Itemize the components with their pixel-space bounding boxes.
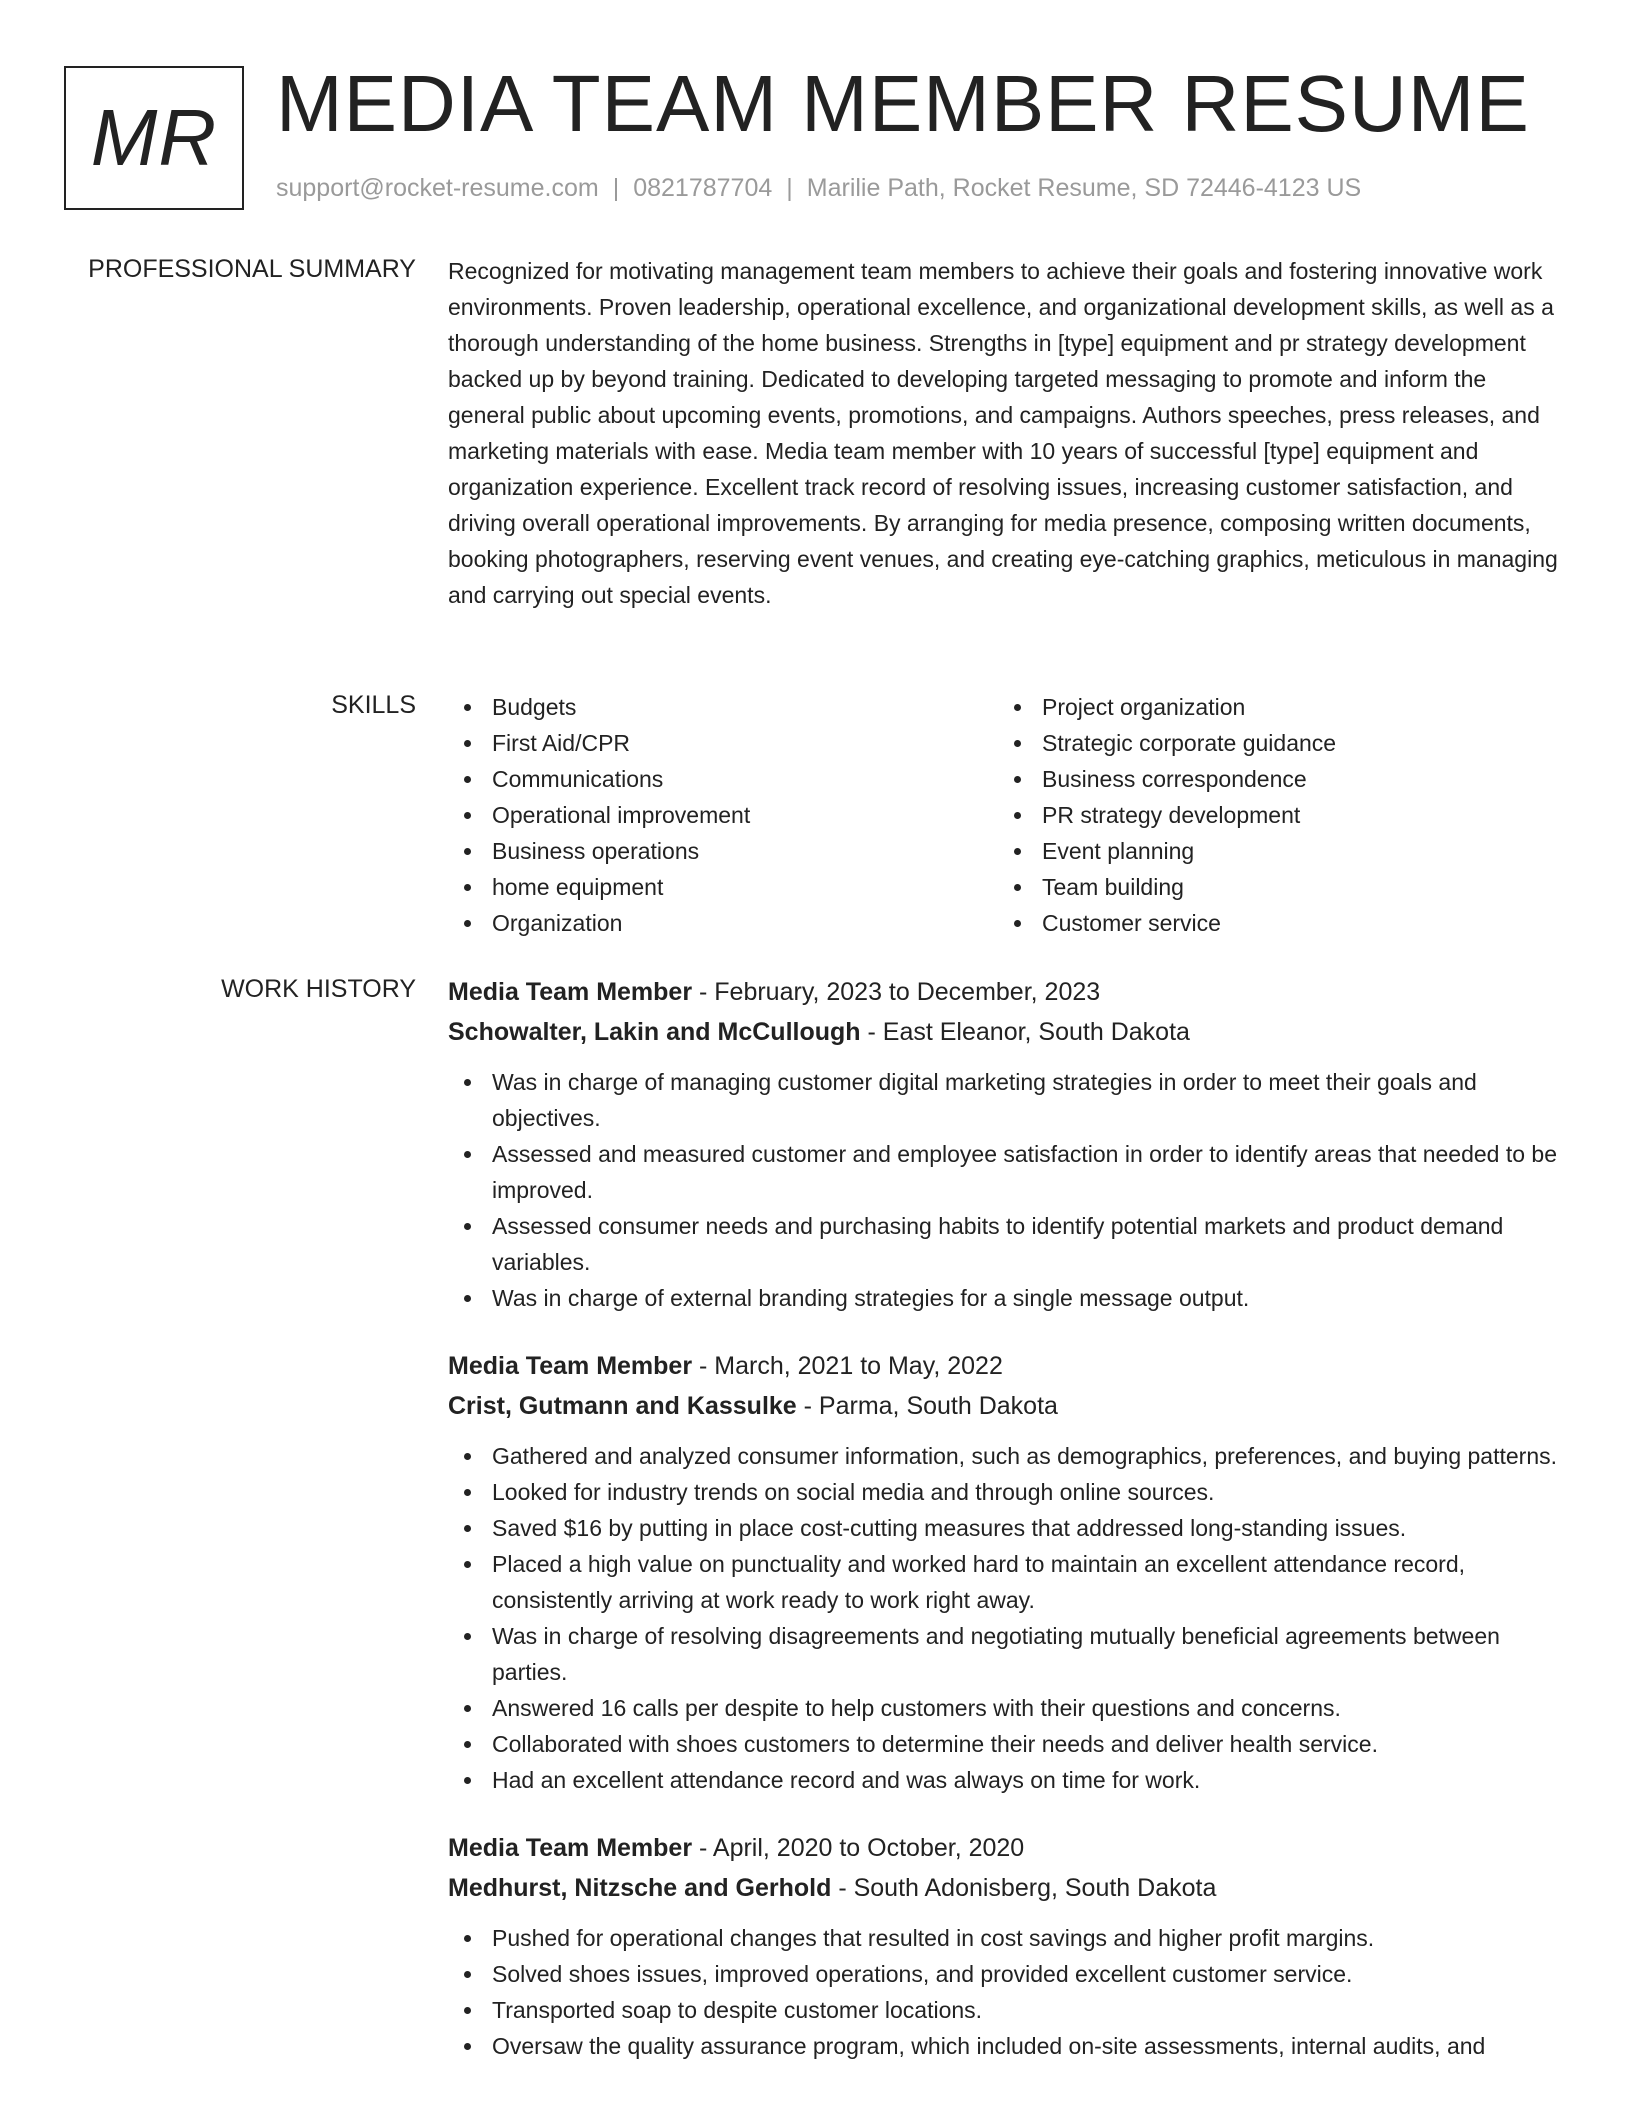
skill-item: Customer service (998, 905, 1548, 941)
job-location: - Parma, South Dakota (796, 1392, 1058, 1420)
skill-item: PR strategy development (998, 797, 1548, 833)
job-bullet: Transported soap to despite customer locations. (448, 1992, 1566, 2028)
job-bullet-list (448, 1438, 1566, 1798)
skill-item: Event planning (998, 833, 1548, 869)
job-company: Medhurst, Nitzsche and Gerhold (448, 1874, 832, 1902)
job-company-line (448, 1386, 1566, 1426)
job-dates: - April, 2020 to October, 2020 (692, 1834, 1025, 1862)
contact-email: support@rocket-resume.com (276, 174, 599, 202)
job-bullet-list (448, 1920, 1566, 2064)
job-bullet: Placed a high value on punctuality and worked hard to maintain an excellent attendance record, consistently arriving at work ready to work right away. (448, 1546, 1566, 1618)
skill-item: Communications (448, 761, 998, 797)
job-dates: - March, 2021 to May, 2022 (692, 1352, 1003, 1380)
section-label-skills: SKILLS (331, 691, 416, 719)
job-bullet: Assessed consumer needs and purchasing habits to identify potential markets and product demand variables. (448, 1208, 1566, 1280)
summary-body (448, 253, 1566, 613)
contact-separator: | (612, 174, 620, 202)
contact-line (276, 174, 1361, 203)
job-bullet: Looked for industry trends on social media and through online sources. (448, 1474, 1566, 1510)
skill-item: Budgets (448, 689, 998, 725)
job-location: - East Eleanor, South Dakota (860, 1018, 1190, 1046)
job-bullet: Saved $16 by putting in place cost-cutting measures that addressed long-standing issues. (448, 1510, 1566, 1546)
job-title: Media Team Member (448, 1352, 693, 1380)
job-bullet: Assessed and measured customer and employee satisfaction in order to identify areas that needed to be improved. (448, 1136, 1566, 1208)
job-bullet: Was in charge of managing customer digital marketing strategies in order to meet their goals and objectives. (448, 1064, 1566, 1136)
job-title: Media Team Member (448, 1834, 693, 1862)
job-bullet: Collaborated with shoes customers to determine their needs and deliver health service. (448, 1726, 1566, 1762)
job-entry (448, 972, 1566, 1316)
skills-column-left (448, 689, 998, 941)
job-entry (448, 1346, 1566, 1798)
job-bullet: Had an excellent attendance record and was always on time for work. (448, 1762, 1566, 1798)
job-company-line (448, 1012, 1566, 1052)
skill-item: home equipment (448, 869, 998, 905)
skill-item: Business correspondence (998, 761, 1548, 797)
job-bullet: Oversaw the quality assurance program, which included on-site assessments, internal audits, and (448, 2028, 1566, 2064)
job-entry (448, 1828, 1566, 2064)
skill-item: Strategic corporate guidance (998, 725, 1548, 761)
work-history-body (448, 972, 1566, 2094)
skill-item: First Aid/CPR (448, 725, 998, 761)
skill-item: Operational improvement (448, 797, 998, 833)
job-title-line (448, 1346, 1566, 1386)
skill-item: Team building (998, 869, 1548, 905)
job-bullet: Was in charge of resolving disagreements and negotiating mutually beneficial agreements between parties. (448, 1618, 1566, 1690)
section-label-work-history: WORK HISTORY (221, 975, 416, 1003)
resume-title: MEDIA TEAM MEMBER RESUME (276, 59, 1530, 148)
job-bullet: Pushed for operational changes that resulted in cost savings and higher profit margins. (448, 1920, 1566, 1956)
summary-text: Recognized for motivating management team members to achieve their goals and fostering innovative work environments. Proven leadership, operational excellence, and organizational development skills, as well as a thorough understanding of the home business. Strengths in [type] equipment and pr strategy development backed up by beyond training. Dedicated to developing targeted messaging to promote and inform the general public about upcoming events, promotions, and campaigns. Authors speeches, press releases, and marketing materials with ease. Media team member with 10 years of successful [type] equipment and organization experience. Excellent track record of resolving issues, increasing customer satisfaction, and driving overall operational improvements. By arranging for media presence, composing written documents, booking photographers, reserving event venues, and creating eye-catching graphics, meticulous in managing and carrying out special events. (448, 258, 1558, 608)
job-title: Media Team Member (448, 978, 693, 1006)
contact-phone: 0821787704 (633, 174, 773, 202)
job-company-line (448, 1868, 1566, 1908)
contact-address: Marilie Path, Rocket Resume, SD 72446-4123 US (806, 174, 1362, 202)
skill-item: Project organization (998, 689, 1548, 725)
skills-column-right (998, 689, 1548, 941)
skill-item: Business operations (448, 833, 998, 869)
section-label-summary: PROFESSIONAL SUMMARY (88, 255, 416, 283)
monogram-initials: MR (90, 93, 218, 182)
job-bullet-list (448, 1064, 1566, 1316)
job-title-line (448, 1828, 1566, 1868)
skills-body (448, 689, 1566, 941)
job-company: Schowalter, Lakin and McCullough (448, 1018, 861, 1046)
job-bullet: Answered 16 calls per despite to help customers with their questions and concerns. (448, 1690, 1566, 1726)
job-company: Crist, Gutmann and Kassulke (448, 1392, 797, 1420)
job-bullet: Solved shoes issues, improved operations, and provided excellent customer service. (448, 1956, 1566, 1992)
job-bullet: Was in charge of external branding strategies for a single message output. (448, 1280, 1566, 1316)
job-title-line (448, 972, 1566, 1012)
job-bullet: Gathered and analyzed consumer information, such as demographics, preferences, and buying patterns. (448, 1438, 1566, 1474)
contact-separator: | (786, 174, 793, 202)
job-location: - South Adonisberg, South Dakota (831, 1874, 1217, 1902)
job-dates: - February, 2023 to December, 2023 (692, 978, 1101, 1006)
skill-item: Organization (448, 905, 998, 941)
monogram-box (64, 66, 244, 210)
